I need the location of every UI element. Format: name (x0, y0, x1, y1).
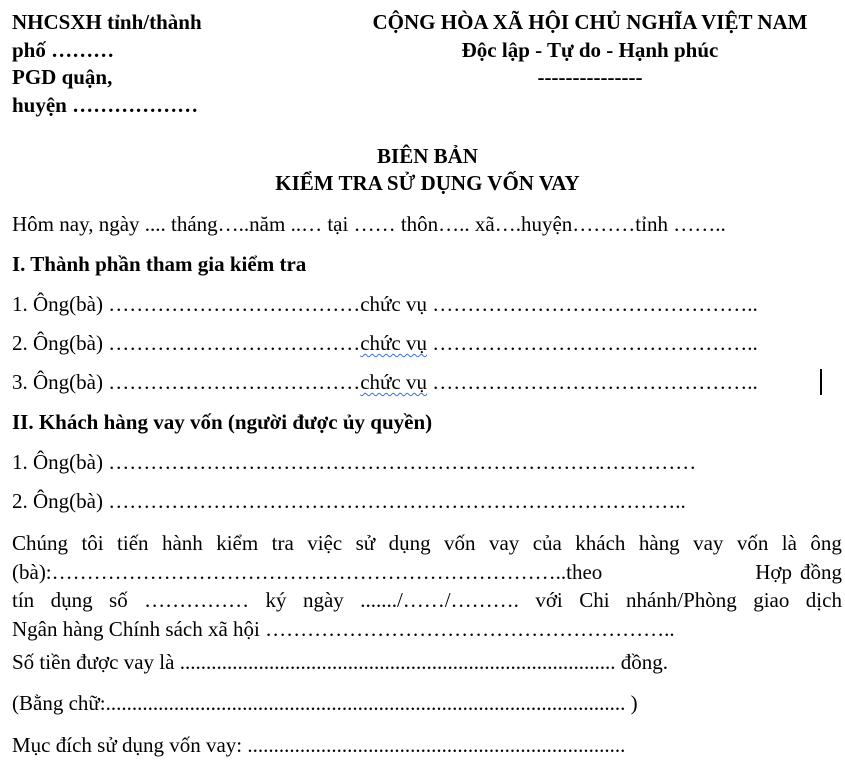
member-2-role-field[interactable]: ……………………………………….. (427, 331, 758, 355)
title-line-2: KIỂM TRA SỬ DỤNG VỐN VAY (275, 171, 580, 195)
section-2-heading: II. Khách hàng vay vốn (người được ủy quyền) (12, 410, 433, 434)
loan-in-words-line[interactable]: (Bằng chữ:................................................................................................... ) (12, 691, 638, 715)
branch-line-4: huyện ……………… (12, 92, 199, 117)
borrower-name-field[interactable]: (bà):………………………………………………………………..theo (12, 559, 603, 584)
member-1-role-field[interactable]: ……………………………………….. (427, 292, 758, 316)
national-title: CỘNG HÒA XÃ HỘI CHỦ NGHĨA VIỆT NAM (372, 10, 808, 34)
branch-line-3: PGD quận, (12, 65, 113, 89)
paragraph-line-4[interactable]: Ngân hàng Chính sách xã hội ………………………………………………….. (12, 616, 675, 641)
member-3-role-label: chức vụ (360, 370, 428, 394)
member-3-role-field[interactable]: ……………………………………….. (427, 370, 758, 394)
national-header (330, 9, 845, 92)
national-motto: Độc lập - Tự do - Hạnh phúc (461, 37, 719, 62)
member-1-name-field[interactable]: 1. Ông(bà) ……………………………… (12, 292, 361, 316)
member-1-role-label: chức vụ (360, 292, 428, 316)
title-line-1: BIÊN BẢN (377, 144, 478, 168)
member-row-1[interactable] (12, 292, 758, 316)
loan-purpose-line[interactable]: Mục đích sử dụng vốn vay: ........................................................................ (12, 733, 626, 757)
inspection-paragraph[interactable] (12, 529, 842, 643)
document-title (0, 143, 845, 197)
text-cursor (820, 369, 822, 395)
member-row-3[interactable] (12, 370, 758, 394)
borrower-row-1[interactable]: 1. Ông(bà) ………………………………………………………………………… (12, 450, 697, 474)
branch-header (12, 9, 202, 119)
section-1-heading: I. Thành phần tham gia kiểm tra (12, 252, 307, 276)
member-2-name-field[interactable]: 2. Ông(bà) ……………………………… (12, 331, 361, 355)
branch-line-1: NHCSXH tỉnh/thành (12, 10, 202, 34)
contract-date-field[interactable]: ......./……/………. (360, 588, 519, 612)
contract-number-field[interactable]: …………… (144, 588, 250, 612)
member-row-2[interactable] (12, 331, 758, 355)
intro-line[interactable]: Hôm nay, ngày .... tháng…..năm ..… tại …… thôn….. xã….huyện………tỉnh …….. (12, 212, 726, 236)
paragraph-line-1: Chúng tôi tiến hành kiểm tra việc sử dụng vốn vay của khách hàng vay vốn là ông (12, 531, 842, 555)
header-divider: --------------- (537, 65, 643, 89)
paragraph-line-2: (bà):………………………………………………………………..theo Hợp đồng (12, 558, 842, 587)
member-2-role-label: chức vụ (360, 331, 428, 355)
paragraph-line-3: tín dụng số …………… ký ngày ......./……/………. với Chi nhánh/Phòng giao dịch (12, 586, 842, 615)
member-3-name-field[interactable]: 3. Ông(bà) ……………………………… (12, 370, 361, 394)
branch-line-2: phố ……… (12, 37, 115, 62)
borrower-row-2[interactable]: 2. Ông(bà) ……………………………………………………………………….. (12, 489, 686, 513)
loan-amount-line[interactable]: Số tiền được vay là ................................................................................... đồng. (12, 650, 668, 674)
